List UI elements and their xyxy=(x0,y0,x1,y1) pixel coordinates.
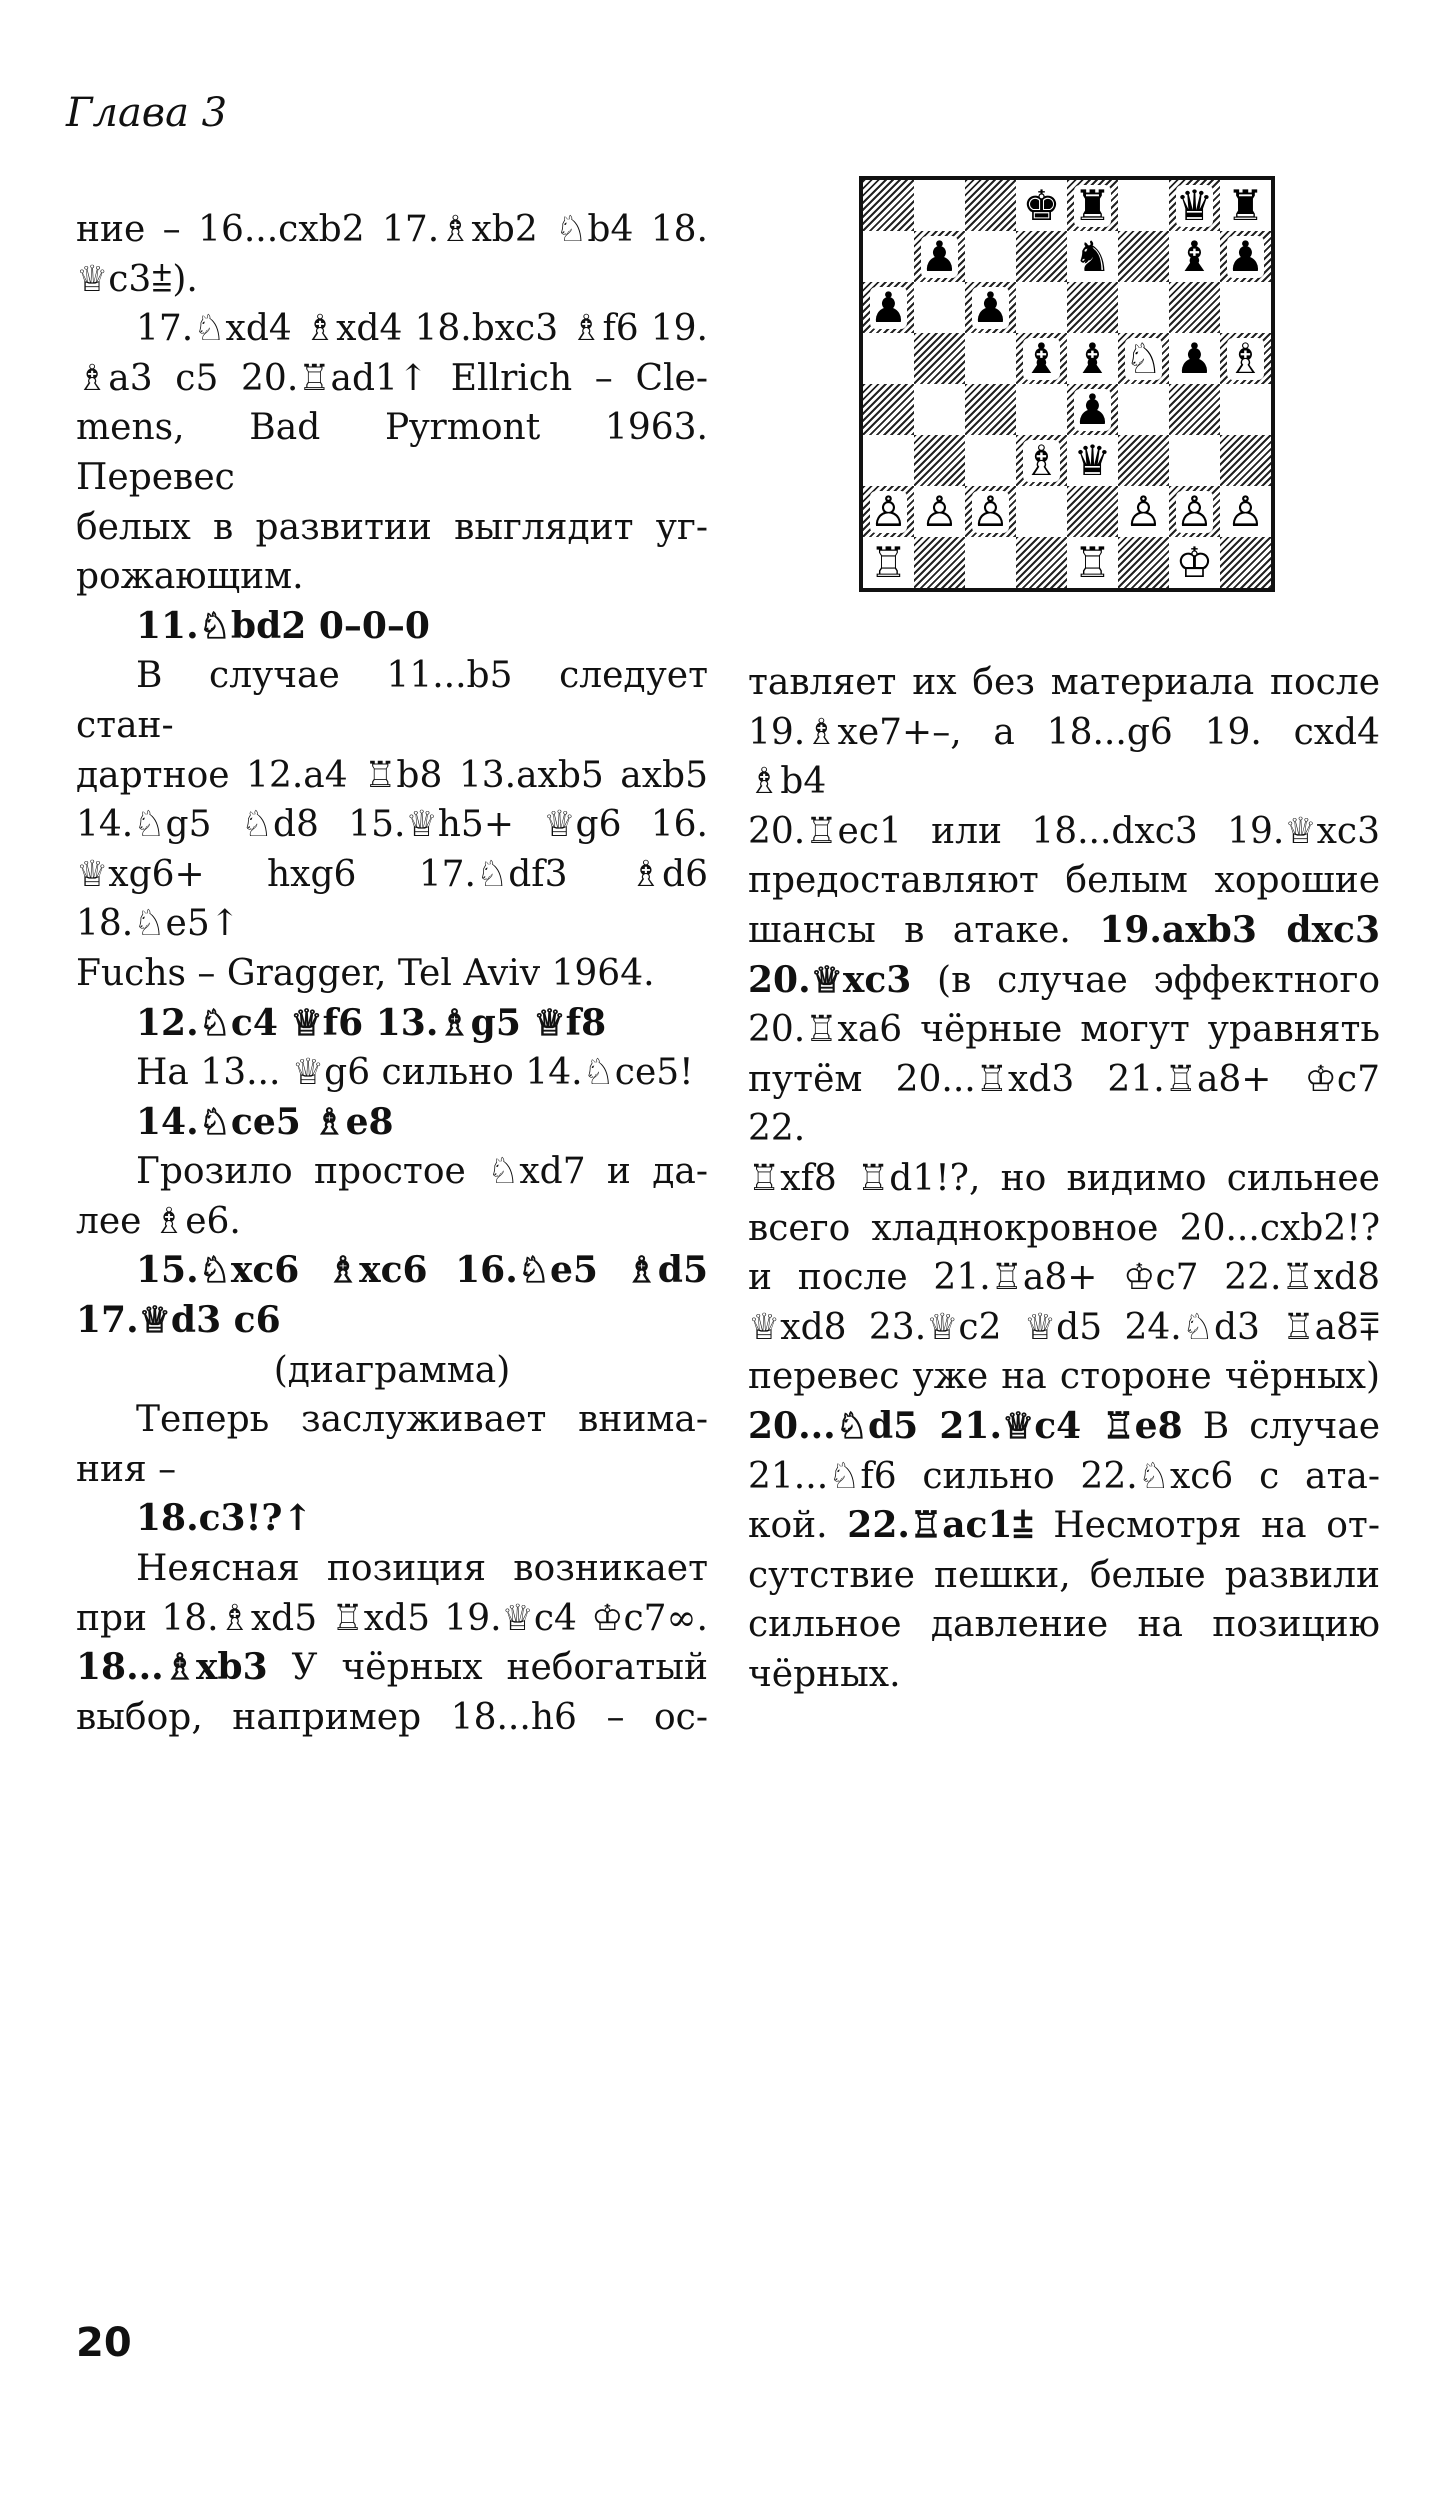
chess-piece-a1: ♖ xyxy=(869,537,908,587)
square-c6 xyxy=(965,282,1016,333)
text-line: сильное давление на позицию xyxy=(748,1604,1380,1646)
page-number: 20 xyxy=(76,2320,132,2366)
square-d5 xyxy=(1016,333,1067,384)
text-line: при 18.♗xd5 ♖xd5 19.♕c4 ♔c7∞. xyxy=(76,1597,708,1639)
square-c2 xyxy=(965,486,1016,537)
text-line: 17.♕d3 c6 xyxy=(76,1299,281,1342)
square-a4 xyxy=(863,384,914,435)
chess-piece-a2: ♙ xyxy=(869,486,908,536)
chess-piece-e8: ♜ xyxy=(1073,180,1112,230)
text-line: ние – 16...cxb2 17.♗xb2 ♘b4 18. xyxy=(76,209,708,250)
chess-piece-e3: ♛ xyxy=(1073,435,1112,485)
square-c8 xyxy=(965,180,1016,231)
text-line: На 13... ♕g6 сильно 14.♘ce5! xyxy=(136,1052,694,1094)
square-g1 xyxy=(1169,537,1220,588)
text-line: 11.♘bd2 0–0–0 xyxy=(136,604,430,647)
square-b1 xyxy=(914,537,965,588)
text-line: чёрных. xyxy=(748,1653,901,1695)
square-f2 xyxy=(1118,486,1169,537)
text-line: путём 20...♖xd3 21.♖a8+ ♔c7 22. xyxy=(748,1058,1380,1150)
square-b6 xyxy=(914,282,965,333)
square-e4 xyxy=(1067,384,1118,435)
square-b2 xyxy=(914,486,965,537)
text-line: предоставляют белым хорошие xyxy=(748,860,1380,902)
square-a5 xyxy=(863,333,914,384)
text-line: В случае 11...b5 следует стан- xyxy=(76,655,708,746)
text-line: 19.♗xe7+–, а 18...g6 19. cxd4 ♗b4 xyxy=(748,711,1380,803)
chess-piece-b7: ♟ xyxy=(920,231,959,281)
chess-piece-g8: ♛ xyxy=(1175,180,1214,230)
text-line: ния – xyxy=(76,1448,177,1490)
text-line: Неясная позиция возникает xyxy=(136,1548,708,1590)
text-line: тавляет их без материала после xyxy=(748,662,1380,703)
text-line: выбор, например 18...h6 – ос- xyxy=(76,1696,708,1738)
square-f7 xyxy=(1118,231,1169,282)
text-line: 12.♘c4 ♕f6 13.♗g5 ♕f8 xyxy=(136,1001,607,1044)
text-line: ♗a3 c5 20.♖ad1↑ Ellrich – Cle- xyxy=(76,357,708,399)
square-c1 xyxy=(965,537,1016,588)
square-a1 xyxy=(863,537,914,588)
square-h1 xyxy=(1220,537,1271,588)
square-e7 xyxy=(1067,231,1118,282)
chess-piece-g1: ♔ xyxy=(1175,537,1214,587)
text-line: 20.♕xc3 (в случае эффектного xyxy=(748,958,1380,1001)
chess-piece-c6: ♟ xyxy=(971,282,1010,332)
text-line: 17.♘xd4 ♗xd4 18.bxc3 ♗f6 19. xyxy=(136,308,708,350)
square-g3 xyxy=(1169,435,1220,486)
chess-diagram xyxy=(859,176,1275,592)
square-e3 xyxy=(1067,435,1118,486)
square-e1 xyxy=(1067,537,1118,588)
chess-piece-b2: ♙ xyxy=(920,486,959,536)
text-line: белых в развитии выглядит уг- xyxy=(76,506,708,548)
text-line: ♕xg6+ hxg6 17.♘df3 ♗d6 18.♘e5↑ xyxy=(76,853,708,945)
square-d7 xyxy=(1016,231,1067,282)
chess-piece-d3: ♗ xyxy=(1022,435,1061,485)
square-h4 xyxy=(1220,384,1271,435)
square-h3 xyxy=(1220,435,1271,486)
text-line: 18.c3!?↑ xyxy=(136,1497,313,1540)
chess-piece-g7: ♝ xyxy=(1175,231,1214,281)
square-b3 xyxy=(914,435,965,486)
text-line: сутствие пешки, белые развили xyxy=(748,1554,1380,1596)
square-g5 xyxy=(1169,333,1220,384)
chess-piece-h8: ♜ xyxy=(1226,180,1265,230)
text-line: 14.♘ce5 ♗e8 xyxy=(136,1100,394,1143)
text-line: дартное 12.a4 ♖b8 13.axb5 axb5 xyxy=(76,754,708,796)
square-a8 xyxy=(863,180,914,231)
square-h8 xyxy=(1220,180,1271,231)
right-column-text xyxy=(748,658,1380,1699)
square-d2 xyxy=(1016,486,1067,537)
square-h2 xyxy=(1220,486,1271,537)
text-line: 14.♘g5 ♘d8 15.♕h5+ ♕g6 16. xyxy=(76,804,708,846)
text-line: 21...♘f6 сильно 22.♘xc6 с ата- xyxy=(748,1455,1380,1497)
square-f5 xyxy=(1118,333,1169,384)
square-d8 xyxy=(1016,180,1067,231)
text-line: Грозило простое ♘xd7 и да- xyxy=(136,1151,708,1193)
chess-piece-e4: ♟ xyxy=(1073,384,1112,434)
text-line: Fuchs – Gragger, Tel Aviv 1964. xyxy=(76,952,655,994)
text-line: всего хладнокровное 20...cxb2!? xyxy=(748,1207,1380,1249)
text-line: ♕xd8 23.♕c2 ♕d5 24.♘d3 ♖a8⩱ xyxy=(748,1306,1380,1348)
text-line: Теперь заслуживает внима- xyxy=(136,1399,708,1441)
square-c5 xyxy=(965,333,1016,384)
square-d4 xyxy=(1016,384,1067,435)
square-g7 xyxy=(1169,231,1220,282)
square-b5 xyxy=(914,333,965,384)
text-line: 20.♖ec1 или 18...dxc3 19.♕xc3 xyxy=(748,810,1380,852)
text-line: mens, Bad Pyrmont 1963. Перевес xyxy=(76,407,708,498)
text-line: шансы в атаке. 19.axb3 dxc3 xyxy=(748,908,1380,951)
square-e6 xyxy=(1067,282,1118,333)
chess-piece-a6: ♟ xyxy=(869,282,908,332)
chess-piece-e7: ♞ xyxy=(1073,231,1112,281)
text-line: ♕c3⩲). xyxy=(76,258,198,300)
square-e5 xyxy=(1067,333,1118,384)
square-f1 xyxy=(1118,537,1169,588)
square-e2 xyxy=(1067,486,1118,537)
text-line: лее ♗e6. xyxy=(76,1200,241,1242)
square-e8 xyxy=(1067,180,1118,231)
square-g2 xyxy=(1169,486,1220,537)
square-a3 xyxy=(863,435,914,486)
chess-piece-h7: ♟ xyxy=(1226,231,1265,281)
square-c7 xyxy=(965,231,1016,282)
square-h6 xyxy=(1220,282,1271,333)
chess-piece-e1: ♖ xyxy=(1073,537,1112,587)
square-h7 xyxy=(1220,231,1271,282)
square-f6 xyxy=(1118,282,1169,333)
text-line: рожающим. xyxy=(76,556,304,598)
square-b7 xyxy=(914,231,965,282)
square-h5 xyxy=(1220,333,1271,384)
chess-piece-e5: ♝ xyxy=(1073,333,1112,383)
square-a6 xyxy=(863,282,914,333)
left-column-text xyxy=(76,205,708,1742)
chapter-header: Глава 3 xyxy=(66,90,228,136)
text-line: 18...♗xb3 У чёрных небогатый xyxy=(76,1646,708,1689)
chess-piece-g5: ♟ xyxy=(1175,333,1214,383)
square-c3 xyxy=(965,435,1016,486)
text-line: и после 21.♖a8+ ♔c7 22.♖xd8 xyxy=(748,1257,1380,1299)
square-g6 xyxy=(1169,282,1220,333)
text-line: ♖xf8 ♖d1!?, но видимо сильнее xyxy=(748,1157,1380,1199)
square-a7 xyxy=(863,231,914,282)
chess-piece-g2: ♙ xyxy=(1175,486,1214,536)
square-b4 xyxy=(914,384,965,435)
square-f8 xyxy=(1118,180,1169,231)
square-g8 xyxy=(1169,180,1220,231)
square-c4 xyxy=(965,384,1016,435)
text-line: 15.♘xc6 ♗xc6 16.♘e5 ♗d5 xyxy=(136,1249,708,1292)
chess-piece-d5: ♝ xyxy=(1022,333,1061,383)
text-line: перевес уже на стороне чёрных) xyxy=(748,1356,1380,1398)
square-f3 xyxy=(1118,435,1169,486)
square-f4 xyxy=(1118,384,1169,435)
square-d6 xyxy=(1016,282,1067,333)
chess-piece-f5: ♘ xyxy=(1124,333,1163,383)
chess-piece-h2: ♙ xyxy=(1226,486,1265,536)
text-line: 20.♖xa6 чёрные могут уравнять xyxy=(748,1009,1380,1051)
square-b8 xyxy=(914,180,965,231)
square-d3 xyxy=(1016,435,1067,486)
chess-piece-h5: ♗ xyxy=(1226,333,1265,383)
chess-piece-f2: ♙ xyxy=(1124,486,1163,536)
chess-piece-d8: ♚ xyxy=(1022,180,1061,230)
chess-piece-c2: ♙ xyxy=(971,486,1010,536)
text-line: кой. 22.♖ac1⩲ Несмотря на от- xyxy=(748,1504,1380,1547)
square-d1 xyxy=(1016,537,1067,588)
square-a2 xyxy=(863,486,914,537)
square-g4 xyxy=(1169,384,1220,435)
text-line: 20...♘d5 21.♕c4 ♖e8 В случае xyxy=(748,1404,1381,1447)
text-line: (диаграмма) xyxy=(273,1349,511,1391)
